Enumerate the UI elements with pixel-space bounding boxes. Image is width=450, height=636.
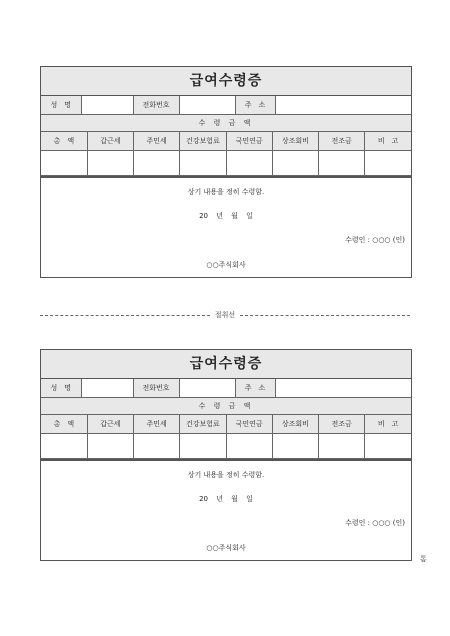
- address-field[interactable]: [275, 96, 411, 115]
- col-income-tax: 갑근세: [87, 415, 133, 434]
- value-total[interactable]: [41, 151, 87, 176]
- value-total[interactable]: [41, 434, 87, 459]
- info-table: [41, 379, 411, 398]
- value-national-pension[interactable]: [226, 151, 272, 176]
- statement-text: 상기 내용을 정히 수령함.: [187, 188, 265, 196]
- col-remarks: 비 고: [365, 415, 411, 434]
- name-label: 성 명: [41, 96, 81, 115]
- address-label: 주 소: [235, 379, 275, 398]
- value-resident-tax[interactable]: [134, 151, 180, 176]
- value-remarks[interactable]: [365, 434, 411, 459]
- recipient-signature: 수령인 : ○○○ (인): [345, 519, 405, 527]
- value-advance[interactable]: [319, 434, 365, 459]
- corner-mark: 톰: [420, 555, 427, 563]
- receipt-title: 급여수령증: [41, 67, 411, 96]
- col-national-pension: 국민연금: [226, 415, 272, 434]
- name-field[interactable]: [81, 379, 133, 398]
- value-resident-tax[interactable]: [134, 434, 180, 459]
- col-income-tax: 갑근세: [87, 132, 133, 151]
- salary-receipt-1: [40, 66, 412, 278]
- info-table: [41, 96, 411, 115]
- date-line: 20 년 월 일: [199, 212, 253, 220]
- recipient-signature: 수령인 : ○○○ (인): [345, 236, 405, 244]
- phone-label: 전화번호: [133, 379, 179, 398]
- cut-line: [40, 309, 410, 323]
- company-name: ○○주식회사: [206, 544, 246, 552]
- phone-field[interactable]: [179, 379, 235, 398]
- value-mutual-aid[interactable]: [272, 151, 318, 176]
- col-remarks: 비 고: [365, 132, 411, 151]
- name-label: 성 명: [41, 379, 81, 398]
- receipt-body: [41, 459, 411, 560]
- col-national-pension: 국민연금: [226, 132, 272, 151]
- value-remarks[interactable]: [365, 151, 411, 176]
- phone-label: 전화번호: [133, 96, 179, 115]
- col-resident-tax: 주민세: [134, 415, 180, 434]
- col-total: 총 액: [41, 415, 87, 434]
- value-advance[interactable]: [319, 151, 365, 176]
- cut-line-dash-left: [40, 315, 210, 316]
- address-label: 주 소: [235, 96, 275, 115]
- statement-text: 상기 내용을 정히 수령함.: [187, 471, 265, 479]
- value-health-insurance[interactable]: [180, 434, 226, 459]
- value-national-pension[interactable]: [226, 434, 272, 459]
- name-field[interactable]: [81, 96, 133, 115]
- date-line: 20 년 월 일: [199, 495, 253, 503]
- col-mutual-aid: 상조회비: [272, 132, 318, 151]
- amount-table: [41, 115, 411, 176]
- col-health-insurance: 건강보험료: [180, 415, 226, 434]
- value-income-tax[interactable]: [87, 151, 133, 176]
- col-mutual-aid: 상조회비: [272, 415, 318, 434]
- col-advance: 전조금: [319, 132, 365, 151]
- value-health-insurance[interactable]: [180, 151, 226, 176]
- amount-table: [41, 398, 411, 459]
- value-income-tax[interactable]: [87, 434, 133, 459]
- col-total: 총 액: [41, 132, 87, 151]
- receipt-body: [41, 176, 411, 277]
- address-field[interactable]: [275, 379, 411, 398]
- receipt-title: 급여수령증: [41, 350, 411, 379]
- company-name: ○○주식회사: [206, 261, 246, 269]
- phone-field[interactable]: [179, 96, 235, 115]
- salary-receipt-2: [40, 349, 412, 561]
- col-resident-tax: 주민세: [134, 132, 180, 151]
- value-mutual-aid[interactable]: [272, 434, 318, 459]
- col-advance: 전조금: [319, 415, 365, 434]
- col-health-insurance: 건강보험료: [180, 132, 226, 151]
- cut-line-dash-right: [240, 315, 410, 316]
- cut-line-label: 절취선: [214, 311, 236, 319]
- amount-header: 수 령 금 액: [41, 115, 411, 132]
- amount-header: 수 령 금 액: [41, 398, 411, 415]
